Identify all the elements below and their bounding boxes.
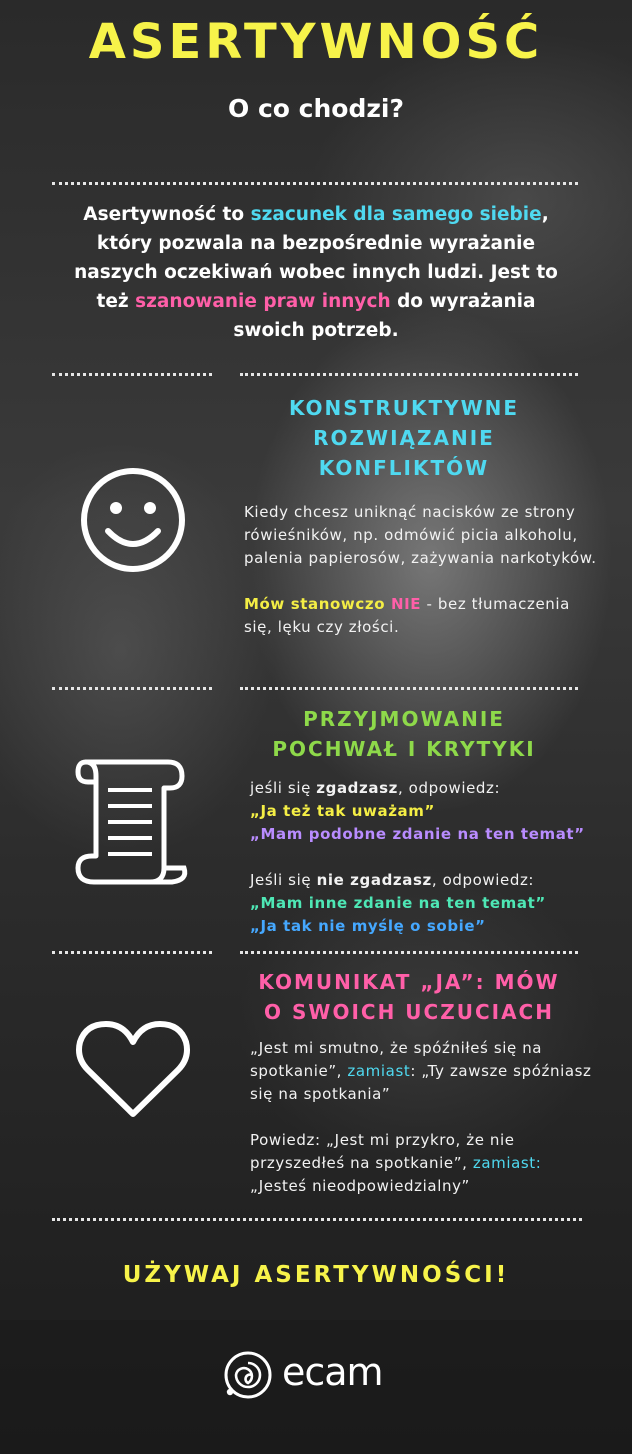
divider <box>52 951 212 954</box>
intro-highlight-self-respect: szacunek dla samego siebie <box>250 204 542 225</box>
divider <box>240 687 578 690</box>
disagree-quote: „Mam inne zdanie na ten temat” <box>250 894 546 912</box>
agree-post: , odpowiedz: <box>397 779 501 797</box>
section-text-praise <box>250 777 620 938</box>
intro-text-part: , który pozwala na bezpośrednie wyrażanie naszych oczekiwań wobec innych ludzi. Jest to też <box>74 204 558 312</box>
example-text: : „Ty zawsze spóźniasz się na spotkania” <box>250 1062 592 1103</box>
heading-line: O SWOICH UCZUCIACH <box>264 1000 554 1024</box>
instead-label: zamiast: <box>472 1154 542 1172</box>
logo-text: ecam <box>282 1350 383 1394</box>
smiley-icon <box>78 465 188 575</box>
disagree-line <box>250 869 620 892</box>
divider <box>52 687 212 690</box>
section-tip <box>244 593 600 639</box>
heading-line: KONSTRUKTYWNE <box>288 396 520 420</box>
intro-highlight-respect-others: szanowanie praw innych <box>135 291 391 312</box>
tip-nie: NIE <box>390 595 422 613</box>
intro-text-part: do wyrażania swoich potrzeb. <box>233 291 536 341</box>
page-subtitle: O co chodzi? <box>228 94 404 123</box>
disagree-bold: nie zgadzasz <box>316 871 432 889</box>
heading-line: KONFLIKTÓW <box>318 456 490 480</box>
intro-text-part: Asertywność to <box>83 204 251 225</box>
divider <box>240 951 578 954</box>
instead-label: zamiast <box>347 1062 411 1080</box>
section-heading-praise <box>236 704 572 764</box>
tip-rest: - bez tłumaczenia się, lęku czy złości. <box>244 595 570 636</box>
page-title: ASERTYWNOŚĆ <box>88 14 544 70</box>
disagree-quote: „Ja tak nie myślę o sobie” <box>250 917 486 935</box>
heading-line: PRZYJMOWANIE <box>303 707 505 731</box>
disagree-pre: Jeśli się <box>250 871 317 889</box>
disagree-post: , odpowiedz: <box>431 871 535 889</box>
divider <box>52 182 578 185</box>
heading-line: POCHWAŁ I KRYTYKI <box>272 737 536 761</box>
intro-text <box>62 200 570 345</box>
scroll-icon <box>72 756 192 886</box>
heading-line: KOMUNIKAT „JA”: MÓW <box>258 970 560 994</box>
agree-line <box>250 777 620 800</box>
heading-line: ROZWIĄZANIE <box>313 426 495 450</box>
section-paragraph: Kiedy chcesz uniknąć nacisków ze strony rówieśników, np. odmówić picia alkoholu, palenia papierosów, zażywania narkotyków. <box>244 503 597 567</box>
ecam-spiral-logo-icon <box>220 1348 276 1402</box>
agree-quote: „Ja też tak uważam” <box>250 802 435 820</box>
heart-icon <box>74 1018 192 1124</box>
section-text-i-message <box>250 1037 600 1198</box>
section-heading-conflicts <box>236 393 572 483</box>
example-text: „Jesteś nieodpowiedzialny” <box>250 1177 470 1195</box>
example-2 <box>250 1129 600 1198</box>
ecam-logo <box>220 1348 390 1402</box>
divider <box>52 373 212 376</box>
section-heading-i-message <box>236 967 582 1027</box>
agree-pre: jeśli się <box>250 779 317 797</box>
example-text: „Jest mi smutno, że spóźniłeś się na spotkanie”, <box>250 1039 543 1080</box>
agree-quote: „Mam podobne zdanie na ten temat” <box>250 825 585 843</box>
example-1 <box>250 1037 600 1106</box>
divider <box>240 373 578 376</box>
call-to-action: UŻYWAJ ASERTYWNOŚCI! <box>122 1262 510 1288</box>
section-text-conflicts <box>244 501 600 639</box>
divider <box>52 1218 582 1221</box>
agree-bold: zgadzasz <box>316 779 398 797</box>
example-text: Powiedz: „Jest mi przykro, że nie przyszedłeś na spotkanie”, <box>250 1131 515 1172</box>
tip-bold: Mów stanowczo <box>244 595 391 613</box>
